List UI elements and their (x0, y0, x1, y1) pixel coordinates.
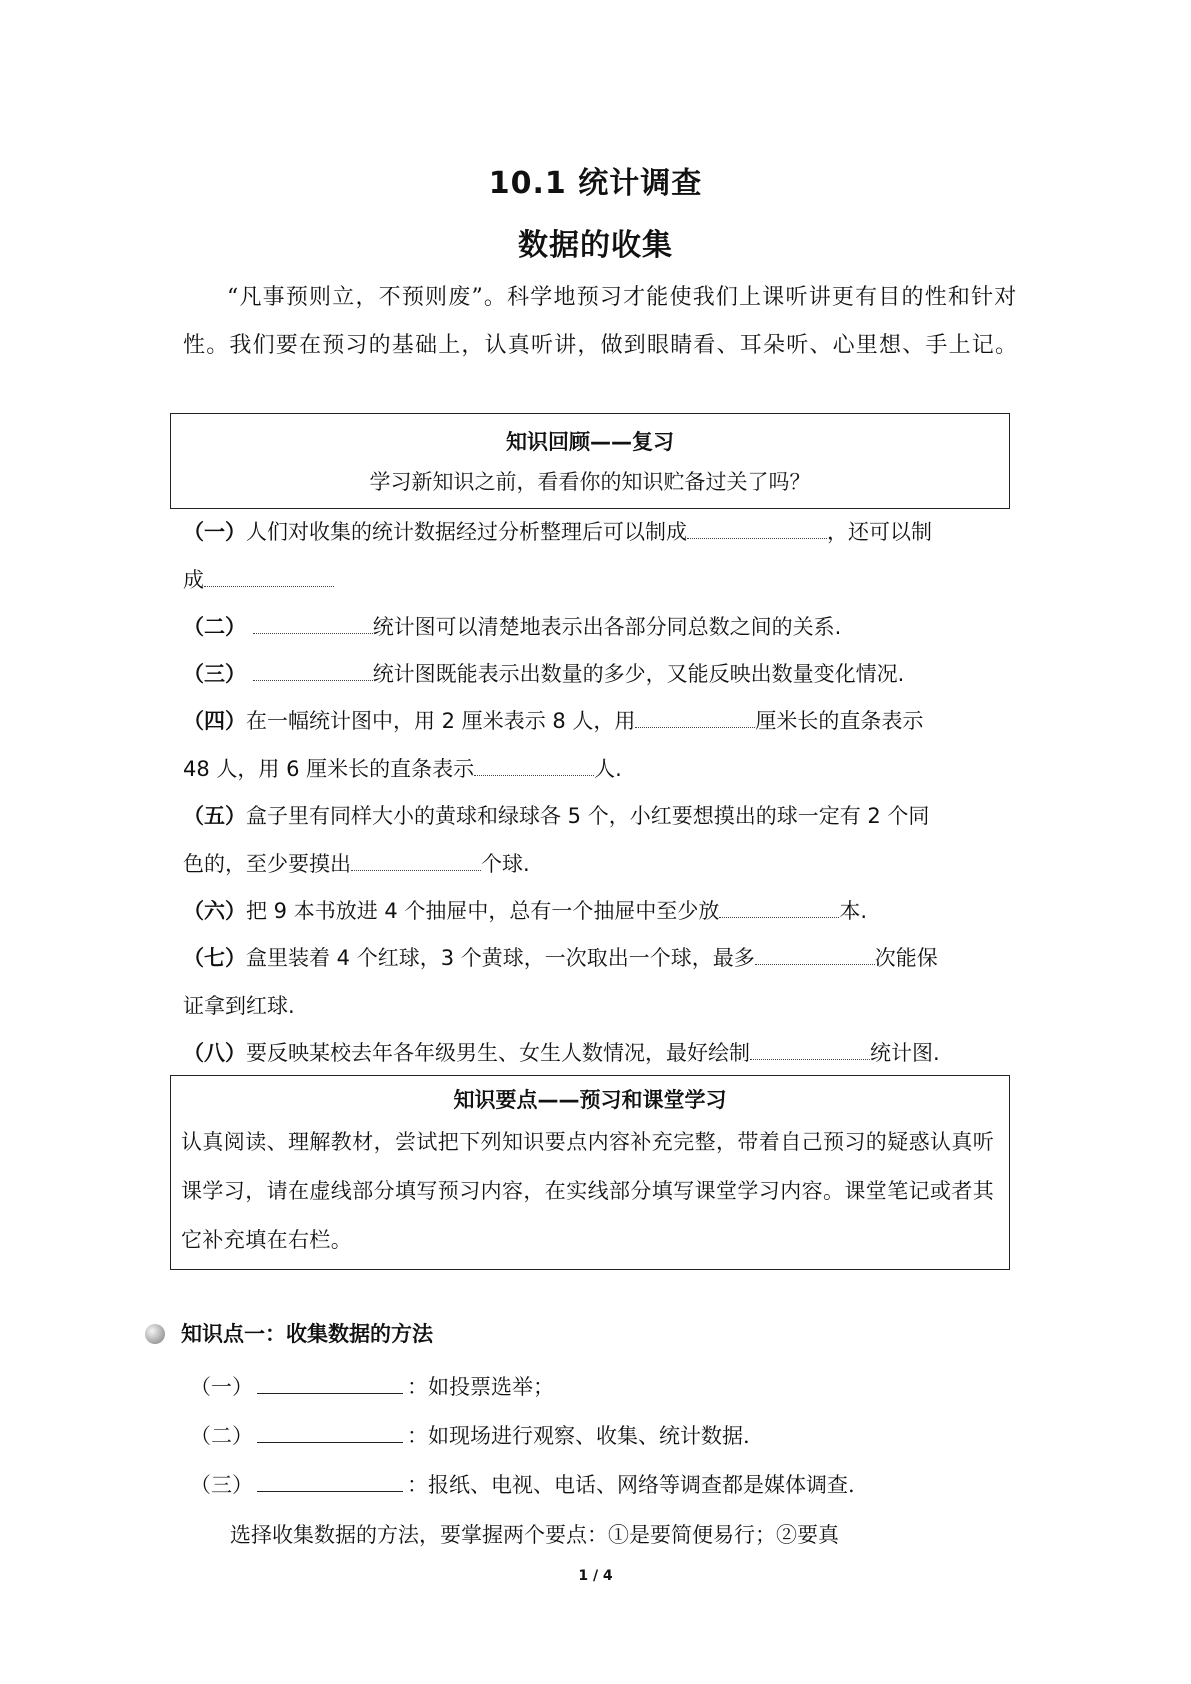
page-subtitle: 数据的收集 (518, 228, 673, 263)
points-box (170, 1075, 1010, 1270)
method-item-1: （一） ：如投票选举； (190, 1364, 1030, 1410)
question-number: （五） (183, 804, 246, 828)
page-number: 1 / 4 (578, 1568, 613, 1584)
question-number: （八） (183, 1041, 246, 1065)
question-number: （七） (183, 946, 246, 970)
fill-blank[interactable] (755, 942, 875, 965)
fill-line[interactable] (257, 1371, 403, 1394)
review-box-text: 学习新知识之前，看看你的知识贮备过关了吗？ (369, 470, 811, 494)
question-6: （六）把 9 本书放进 4 个抽屉中，总有一个抽屉中至少放 本. (183, 887, 1023, 935)
question-4: （四）在一幅统计图中，用 2 厘米表示 8 人，用 厘米长的直条表示 48 人，用 6 厘米长的直条表示 人. (183, 697, 1023, 793)
question-number: （六） (183, 899, 246, 923)
fill-line[interactable] (257, 1469, 403, 1492)
question-8: （八）要反映某校去年各年级男生、女生人数情况，最好绘制 统计图. (183, 1029, 1023, 1077)
fill-blank[interactable] (719, 895, 839, 918)
fill-blank[interactable] (351, 848, 481, 871)
fill-line[interactable] (257, 1420, 403, 1443)
question-1: （一）人们对收集的统计数据经过分析整理后可以制成 ，还可以制 成 (183, 508, 1023, 604)
question-3: （三） 统计图既能表示出数量的多少，又能反映出数量变化情况. (183, 650, 1023, 698)
points-box-title: 知识要点——预习和课堂学习 (453, 1088, 727, 1112)
question-number: （四） (183, 709, 246, 733)
fill-blank[interactable] (474, 753, 594, 776)
knowledge-point-heading: 知识点一：收集数据的方法 (145, 1318, 433, 1350)
intro-paragraph: “凡事预则立，不预则废”。科学地预习才能使我们上课听讲更有目的性和针对性。我们要在预习的基础上，认真听讲，做到眼睛看、耳朵听、心里想、手上记。 (183, 285, 1019, 358)
review-box-title: 知识回顾——复习 (506, 430, 674, 454)
fill-blank[interactable] (635, 705, 755, 728)
question-number: （一） (183, 520, 246, 544)
question-2: （二） 统计图可以清楚地表示出各部分同总数之间的关系. (183, 603, 1023, 651)
bullet-circle-icon (145, 1324, 165, 1344)
page-title: 10.1 统计调查 (488, 166, 703, 201)
review-box (170, 413, 1010, 509)
question-5: （五）盒子里有同样大小的黄球和绿球各 5 个，小红要想摸出的球一定有 2 个同 色的，至少要摸出 个球. (183, 804, 930, 876)
fill-blank[interactable] (750, 1037, 870, 1060)
fill-blank[interactable] (687, 516, 827, 539)
question-number: （三） (183, 662, 246, 686)
method-item-3: （三） ：报纸、电视、电话、网络等调查都是媒体调查. (190, 1462, 1030, 1508)
fill-blank[interactable] (253, 658, 373, 681)
question-7: （七）盒里装着 4 个红球，3 个黄球，一次取出一个球，最多 次能保 证拿到红球. (183, 934, 1023, 1030)
fill-blank[interactable] (204, 564, 334, 587)
method-tail-text: 选择收集数据的方法，要掌握两个要点：①是要简便易行；②要真 (230, 1523, 839, 1547)
fill-blank[interactable] (253, 611, 373, 634)
points-box-text: 认真阅读、理解教材，尝试把下列知识要点内容补充完整，带着自己预习的疑惑认真听课学习，请在虚线部分填写预习内容，在实线部分填写课堂学习内容。课堂笔记或者其它补充填在右栏。 (181, 1130, 995, 1252)
method-item-2: （二） ：如现场进行观察、收集、统计数据. (190, 1413, 1030, 1459)
question-number: （二） (183, 615, 246, 639)
